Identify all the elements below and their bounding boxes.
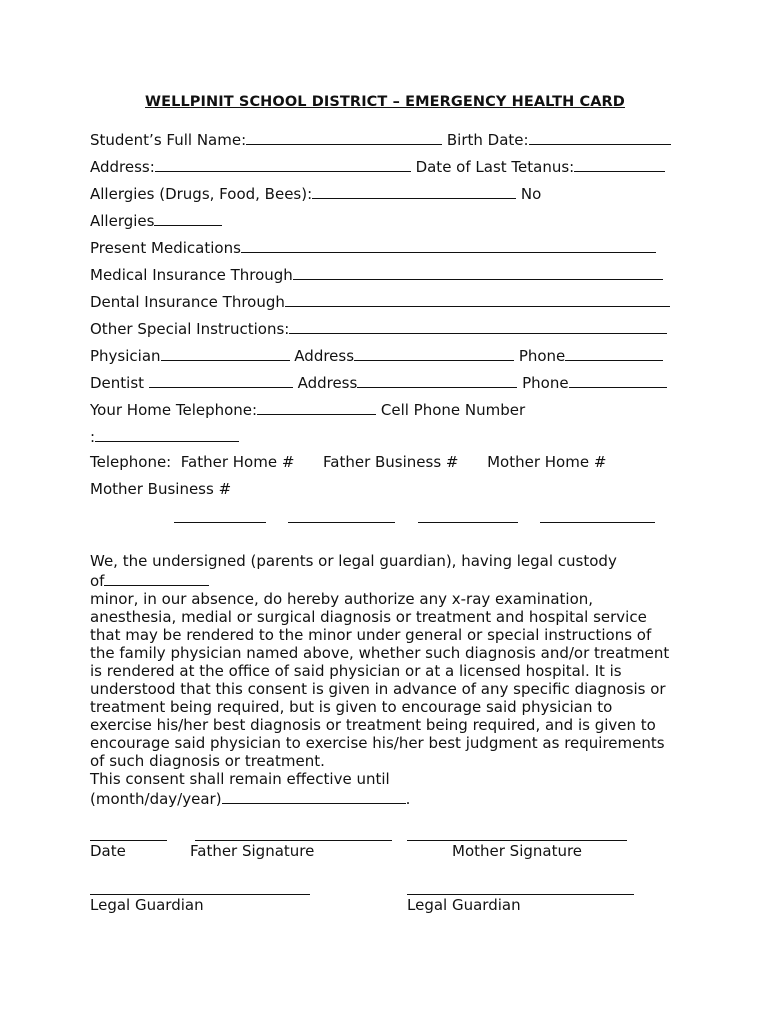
dentist-address-field[interactable] [357, 372, 517, 388]
consent-paragraph [90, 552, 690, 808]
effective-until-label: (month/day/year) [90, 790, 222, 808]
physician-address-label: Address [289, 347, 355, 365]
effective-until-field[interactable] [222, 788, 406, 804]
allergies-label: Allergies (Drugs, Food, Bees): [90, 185, 313, 203]
special-instructions-label: Other Special Instructions: [90, 320, 290, 338]
physician-field[interactable] [161, 345, 290, 361]
dentist-label: Dentist [90, 374, 149, 392]
dentist-phone-field[interactable] [569, 372, 667, 388]
special-instructions-field[interactable] [289, 318, 667, 334]
effective-until-period: . [405, 790, 411, 808]
row-home-telephone [90, 399, 525, 419]
row-allergies [90, 183, 541, 203]
dentist-address-label: Address [292, 374, 358, 392]
mother-signature-line[interactable] [407, 840, 627, 841]
cell-phone-colon: : [90, 428, 96, 446]
cell-phone-field[interactable] [95, 426, 239, 442]
date-label: Date [90, 842, 126, 860]
consent-text-intro: We, the undersigned (parents or legal guardian), having legal custody of [90, 552, 617, 590]
medications-field[interactable] [241, 237, 656, 253]
medical-insurance-label: Medical Insurance Through [90, 266, 293, 284]
father-signature-label: Father Signature [190, 842, 315, 860]
physician-phone-field[interactable] [565, 345, 663, 361]
date-signature-line[interactable] [90, 840, 167, 841]
physician-address-field[interactable] [354, 345, 514, 361]
guardian-signature-line-2[interactable] [407, 894, 634, 895]
dentist-phone-label: Phone [517, 374, 569, 392]
physician-phone-label: Phone [514, 347, 566, 365]
consent-text-body: minor, in our absence, do hereby authorize any x-ray examination, anesthesia, medial or surgical diagnosis or treatment and hospital service that may be rendered to the minor under general or special instructions of the family physician named above, whether such diagnosis and/or treatment is rendered at the office of said physician or at a licensed hospital. It is understood that this consent is given in advance of any specific diagnosis or treatment being required, but is given to encourage said physician to exercise his/her best diagnosis or treatment being required, and is given to encourage said physician to exercise his/her best judgment as requirements of such diagnosis or treatment. This consent shall remain effective until [90, 590, 670, 788]
father-signature-line[interactable] [195, 840, 392, 841]
last-tetanus-label: Date of Last Tetanus: [410, 158, 575, 176]
row-no-allergies [90, 210, 222, 230]
dental-insurance-field[interactable] [285, 291, 670, 307]
medical-insurance-field[interactable] [293, 264, 663, 280]
student-name-field[interactable] [246, 129, 442, 145]
row-mother-business: Mother Business # [90, 480, 232, 498]
no-allergies-label: No [516, 185, 542, 203]
father-business-field[interactable] [288, 522, 395, 523]
mother-business-field[interactable] [540, 522, 655, 523]
mother-home-field[interactable] [418, 522, 518, 523]
row-physician [90, 345, 663, 365]
birth-date-label: Birth Date: [442, 131, 529, 149]
row-cell-phone [90, 426, 239, 446]
row-student [90, 129, 671, 149]
row-dental-insurance [90, 291, 670, 311]
guardian-label-2: Legal Guardian [407, 896, 521, 914]
student-name-label: Student’s Full Name: [90, 131, 247, 149]
birth-date-field[interactable] [529, 129, 671, 145]
no-allergies-field[interactable] [154, 210, 222, 226]
guardian-label-1: Legal Guardian [90, 896, 204, 914]
dental-insurance-label: Dental Insurance Through [90, 293, 285, 311]
physician-label: Physician [90, 347, 161, 365]
row-special-instructions [90, 318, 667, 338]
home-telephone-field[interactable] [257, 399, 376, 415]
home-telephone-label: Your Home Telephone: [90, 401, 258, 419]
row-dentist [90, 372, 667, 392]
no-allergies-label-2: Allergies [90, 212, 155, 230]
address-label: Address: [90, 158, 155, 176]
address-field[interactable] [155, 156, 411, 172]
minor-name-field[interactable] [104, 570, 209, 586]
cell-phone-label: Cell Phone Number [376, 401, 526, 419]
row-medical-insurance [90, 264, 663, 284]
form-title: WELLPINIT SCHOOL DISTRICT – EMERGENCY HEALTH CARD [145, 94, 625, 110]
row-medications [90, 237, 656, 257]
allergies-field[interactable] [312, 183, 516, 199]
guardian-signature-line-1[interactable] [90, 894, 310, 895]
father-home-field[interactable] [174, 522, 266, 523]
medications-label: Present Medications [90, 239, 241, 257]
row-parent-telephones: Telephone: Father Home # Father Business # Mother Home # [90, 453, 607, 471]
dentist-field[interactable] [149, 372, 293, 388]
mother-signature-label: Mother Signature [452, 842, 583, 860]
last-tetanus-field[interactable] [574, 156, 665, 172]
row-address [90, 156, 665, 176]
